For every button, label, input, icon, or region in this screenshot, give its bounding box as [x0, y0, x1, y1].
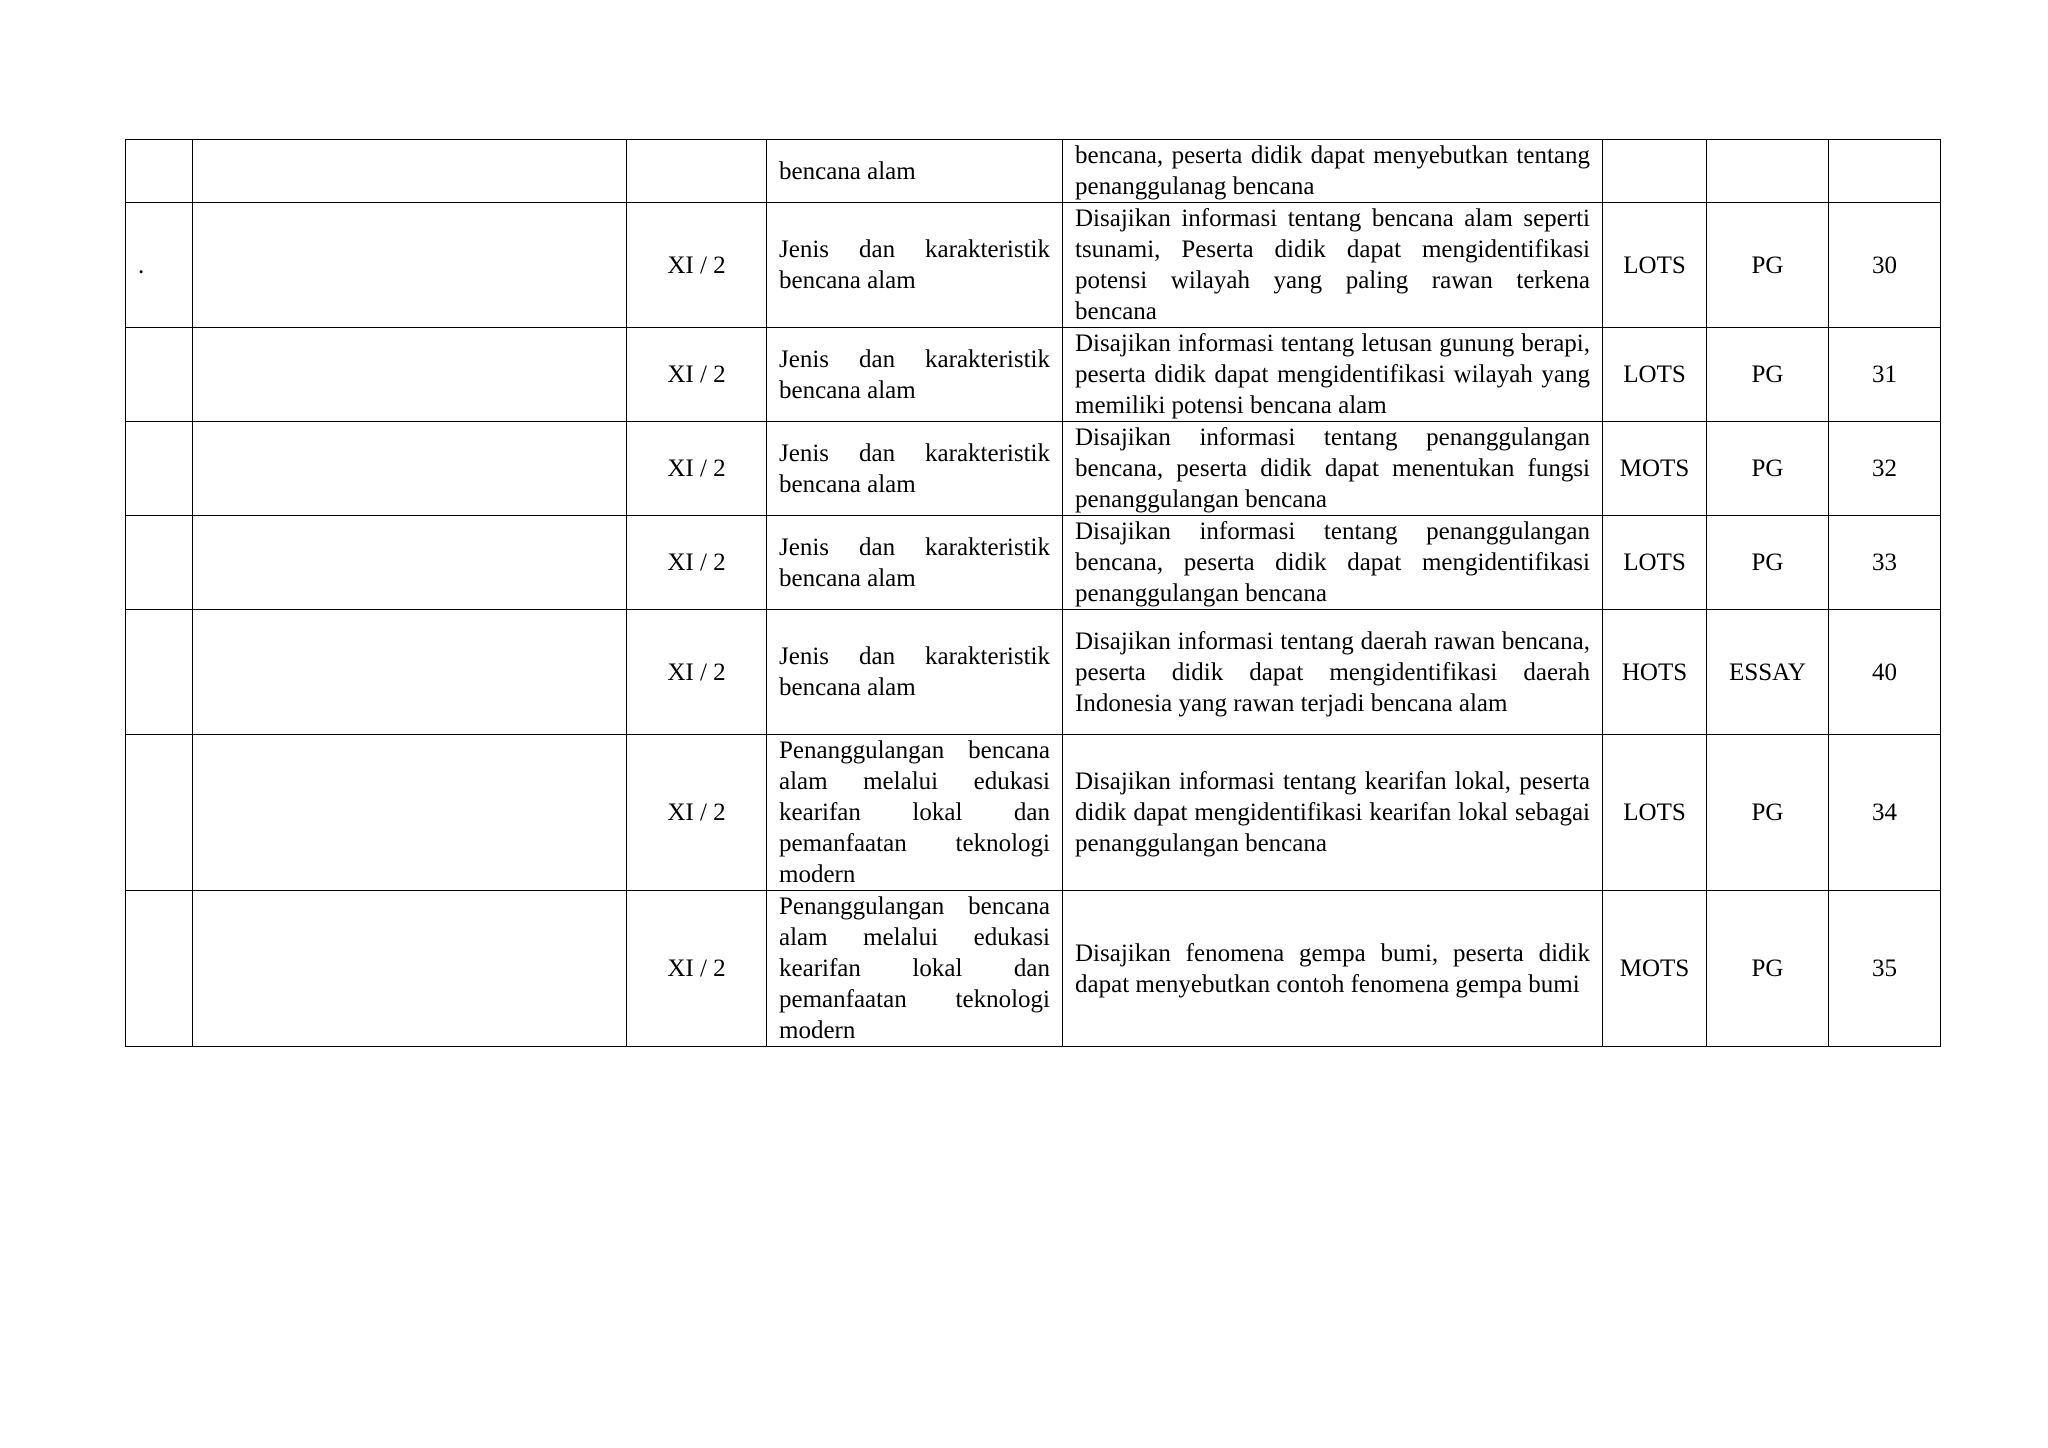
class-semester-cell	[627, 140, 767, 203]
material-cell: Jenis dan karakteristik bencana alam	[767, 328, 1063, 422]
question-number-cell: 35	[1829, 891, 1941, 1047]
material-cell: Jenis dan karakteristik bencana alam	[767, 610, 1063, 735]
row-number-cell	[126, 422, 193, 516]
competency-cell	[193, 328, 627, 422]
cognitive-level-cell: MOTS	[1603, 422, 1707, 516]
indicator-cell: Disajikan informasi tentang penanggulangan bencana, peserta didik dapat menentukan fungsi penanggulangan bencana	[1063, 422, 1603, 516]
question-number-cell	[1829, 140, 1941, 203]
row-number-cell	[126, 610, 193, 735]
class-semester-cell: XI / 2	[627, 891, 767, 1047]
indicator-cell: Disajikan informasi tentang penanggulangan bencana, peserta didik dapat mengidentifikasi penanggulangan bencana	[1063, 516, 1603, 610]
question-grid-table	[125, 139, 1941, 1047]
competency-cell	[193, 735, 627, 891]
cognitive-level-cell: LOTS	[1603, 516, 1707, 610]
question-number-cell: 40	[1829, 610, 1941, 735]
question-number-cell: 32	[1829, 422, 1941, 516]
class-semester-cell: XI / 2	[627, 735, 767, 891]
question-form-cell: PG	[1707, 735, 1829, 891]
question-form-cell: ESSAY	[1707, 610, 1829, 735]
question-form-cell: PG	[1707, 516, 1829, 610]
indicator-cell: Disajikan informasi tentang bencana alam seperti tsunami, Peserta didik dapat mengidentifikasi potensi wilayah yang paling rawan terkena bencana	[1063, 203, 1603, 328]
material-cell: Jenis dan karakteristik bencana alam	[767, 422, 1063, 516]
competency-cell	[193, 140, 627, 203]
indicator-cell: Disajikan informasi tentang letusan gunung berapi, peserta didik dapat mengidentifikasi wilayah yang memiliki potensi bencana alam	[1063, 328, 1603, 422]
material-cell: Penanggulangan bencana alam melalui edukasi kearifan lokal dan pemanfaatan teknologi modern	[767, 891, 1063, 1047]
competency-cell	[193, 610, 627, 735]
table-row	[126, 735, 1941, 891]
material-cell: Jenis dan karakteristik bencana alam	[767, 516, 1063, 610]
indicator-cell: Disajikan informasi tentang kearifan lokal, peserta didik dapat mengidentifikasi kearifan lokal sebagai penanggulangan bencana	[1063, 735, 1603, 891]
class-semester-cell: XI / 2	[627, 422, 767, 516]
question-form-cell: PG	[1707, 891, 1829, 1047]
question-number-cell: 33	[1829, 516, 1941, 610]
material-cell: bencana alam	[767, 140, 1063, 203]
row-number-cell	[126, 516, 193, 610]
table-row	[126, 516, 1941, 610]
row-number-cell	[126, 328, 193, 422]
question-form-cell	[1707, 140, 1829, 203]
cognitive-level-cell: LOTS	[1603, 735, 1707, 891]
cognitive-level-cell	[1603, 140, 1707, 203]
question-number-cell: 31	[1829, 328, 1941, 422]
question-form-cell: PG	[1707, 203, 1829, 328]
cognitive-level-cell: HOTS	[1603, 610, 1707, 735]
question-number-cell: 30	[1829, 203, 1941, 328]
question-number-cell: 34	[1829, 735, 1941, 891]
row-number-cell	[126, 891, 193, 1047]
class-semester-cell: XI / 2	[627, 203, 767, 328]
competency-cell	[193, 891, 627, 1047]
class-semester-cell: XI / 2	[627, 328, 767, 422]
row-number-cell: .	[126, 203, 193, 328]
competency-cell	[193, 516, 627, 610]
indicator-cell: bencana, peserta didik dapat menyebutkan tentang penanggulanag bencana	[1063, 140, 1603, 203]
material-cell: Penanggulangan bencana alam melalui edukasi kearifan lokal dan pemanfaatan teknologi modern	[767, 735, 1063, 891]
table-row	[126, 140, 1941, 203]
table-row	[126, 328, 1941, 422]
table-row	[126, 610, 1941, 735]
material-cell: Jenis dan karakteristik bencana alam	[767, 203, 1063, 328]
cognitive-level-cell: LOTS	[1603, 328, 1707, 422]
table-row	[126, 203, 1941, 328]
class-semester-cell: XI / 2	[627, 610, 767, 735]
cognitive-level-cell: MOTS	[1603, 891, 1707, 1047]
cognitive-level-cell: LOTS	[1603, 203, 1707, 328]
table-row	[126, 891, 1941, 1047]
row-number-cell	[126, 140, 193, 203]
indicator-cell: Disajikan fenomena gempa bumi, peserta didik dapat menyebutkan contoh fenomena gempa bumi	[1063, 891, 1603, 1047]
class-semester-cell: XI / 2	[627, 516, 767, 610]
table-row	[126, 422, 1941, 516]
indicator-cell: Disajikan informasi tentang daerah rawan bencana, peserta didik dapat mengidentifikasi daerah Indonesia yang rawan terjadi bencana alam	[1063, 610, 1603, 735]
question-form-cell: PG	[1707, 422, 1829, 516]
row-number-cell	[126, 735, 193, 891]
competency-cell	[193, 422, 627, 516]
competency-cell	[193, 203, 627, 328]
question-form-cell: PG	[1707, 328, 1829, 422]
